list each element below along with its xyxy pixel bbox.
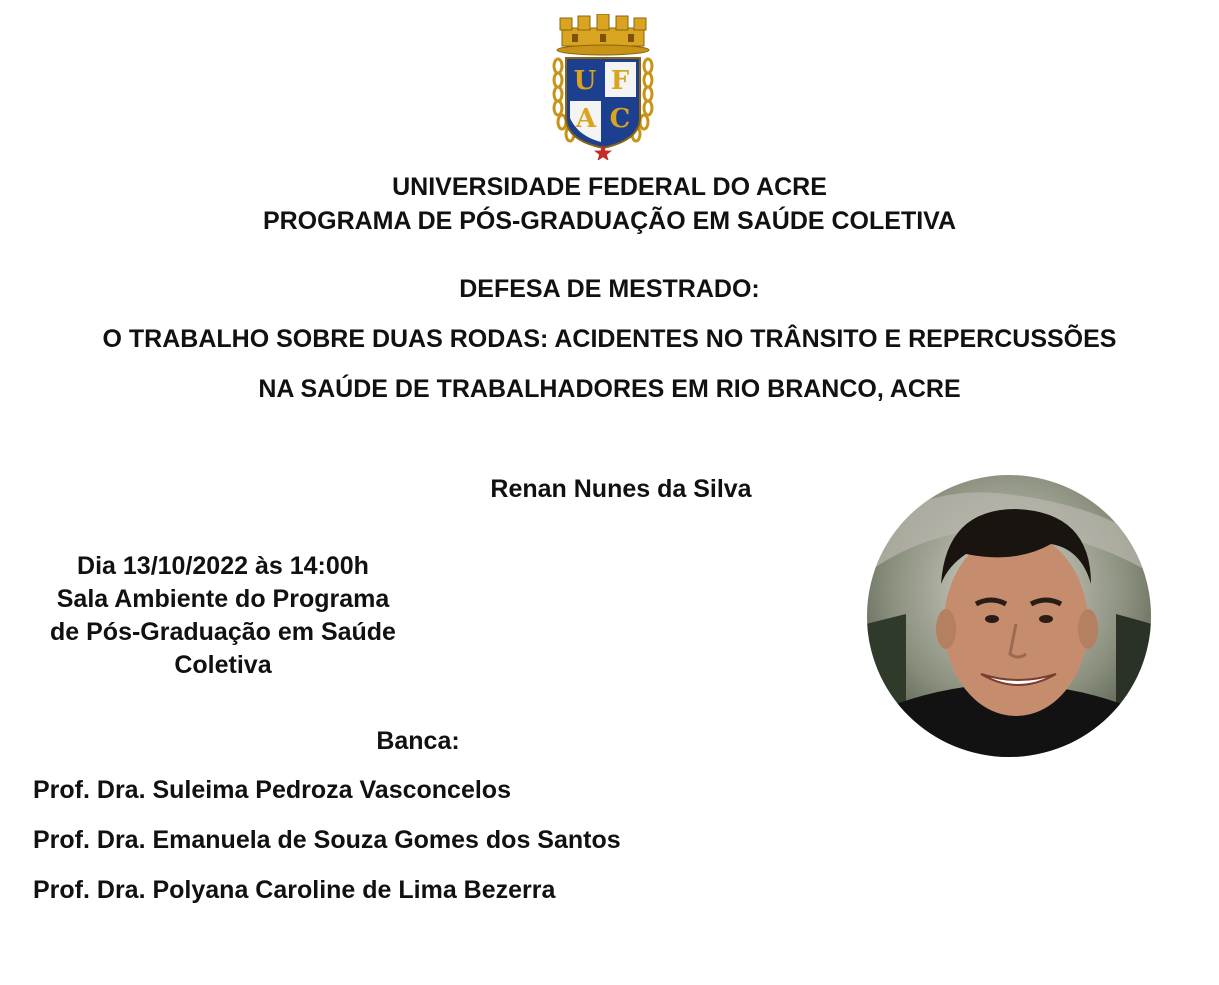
svg-text:C: C [609, 104, 631, 134]
author-name: Renan Nunes da Silva [490, 475, 752, 503]
thesis-title-line-1: O TRABALHO SOBRE DUAS RODAS: ACIDENTES NO TRÂNSITO E REPERCUSSÕES [102, 325, 1117, 353]
event-details [18, 550, 428, 682]
svg-text:A: A [575, 104, 597, 134]
thesis-title-line-2: NA SAÚDE DE TRABALHADORES EM RIO BRANCO, ACRE [258, 375, 961, 403]
event-date-time: Dia 13/10/2022 às 14:00h [77, 552, 369, 580]
author-photo [866, 474, 1152, 758]
banca-label: Banca: [376, 727, 460, 755]
event-location-line-2: de Pós-Graduação em Saúde [50, 618, 396, 646]
banca-member: Prof. Dra. Polyana Caroline de Lima Bezerra [33, 876, 556, 904]
banca-list [33, 775, 621, 925]
svg-text:F: F [610, 66, 630, 96]
svg-text:U: U [573, 66, 597, 96]
banca-member: Prof. Dra. Emanuela de Souza Gomes dos Santos [33, 826, 621, 854]
event-location-line-1: Sala Ambiente do Programa [56, 585, 390, 613]
banca-member: Prof. Dra. Suleima Pedroza Vasconcelos [33, 776, 511, 804]
event-location-line-3: Coletiva [174, 651, 272, 679]
crown-icon [557, 14, 649, 55]
ufac-logo [548, 14, 658, 160]
defense-label: DEFESA DE MESTRADO: [459, 275, 760, 303]
shield-icon [566, 58, 640, 148]
program-name: PROGRAMA DE PÓS-GRADUAÇÃO EM SAÚDE COLETIVA [262, 207, 957, 235]
institution-name: UNIVERSIDADE FEDERAL DO ACRE [392, 173, 827, 201]
